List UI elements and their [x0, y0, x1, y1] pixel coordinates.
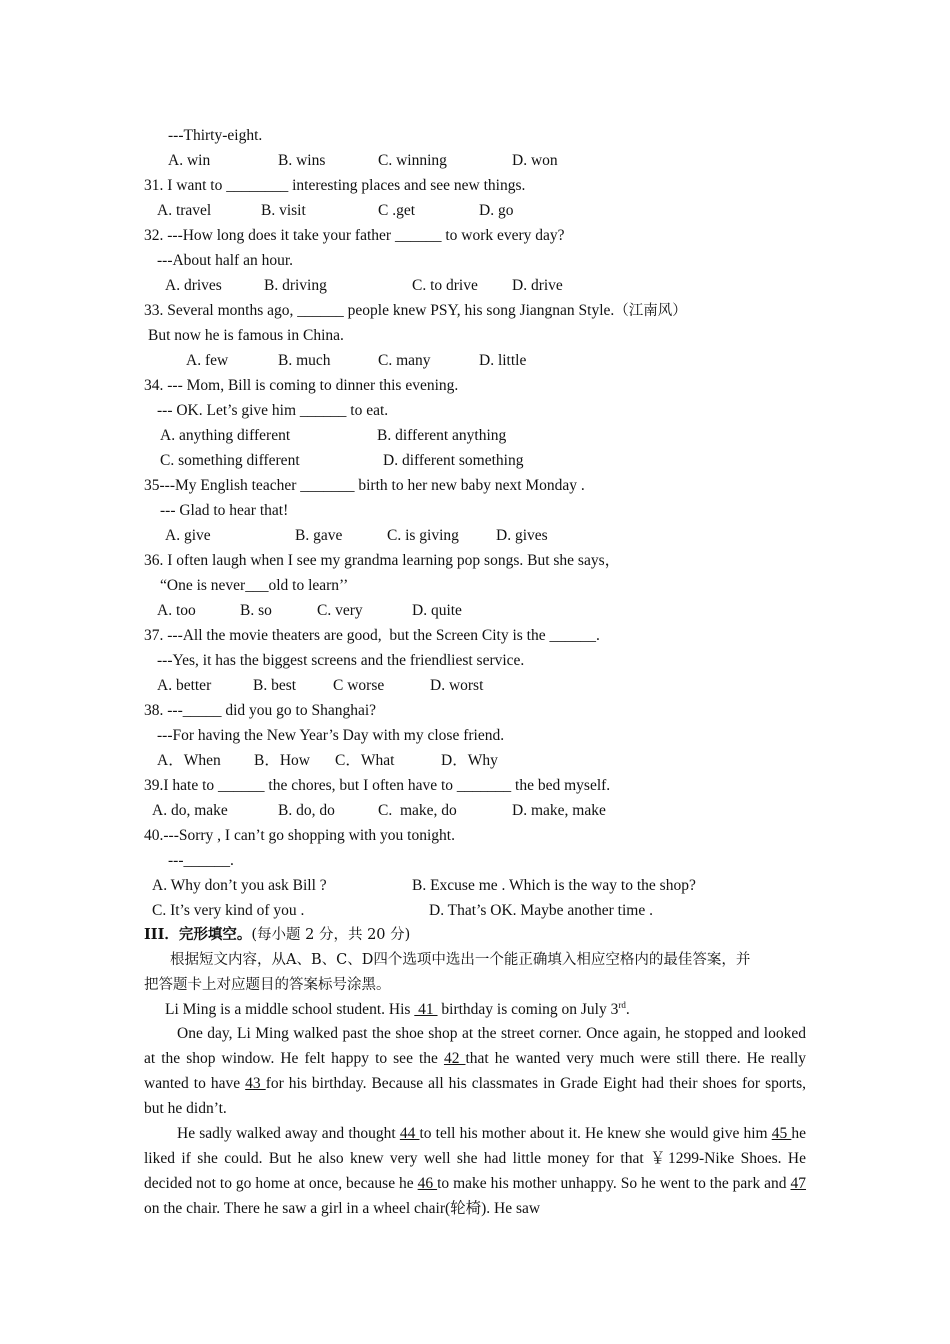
- q34-stem: 34. --- Mom, Bill is coming to dinner this evening.: [144, 377, 459, 394]
- q36-option-c: C. very: [317, 602, 363, 619]
- q30-option-b: B. wins: [278, 152, 326, 169]
- q32-option-c: C. to drive: [412, 277, 478, 294]
- q32-line2: ---About half an hour.: [157, 252, 294, 269]
- q31-option-b: B. visit: [261, 202, 306, 219]
- passage-paragraph-3: [144, 1121, 806, 1221]
- instruction-line-1: 根据短文内容，从A、B、C、D四个选项中选出一个能正确填入相应空格内的最佳答案，并: [170, 952, 751, 968]
- q30-option-d: D. won: [512, 152, 558, 169]
- q33-option-a: A. few: [186, 352, 229, 369]
- q37-option-a: A. better: [157, 677, 212, 694]
- blank-41: 41: [414, 1001, 438, 1018]
- q37-line2: ---Yes, it has the biggest screens and the friendliest service.: [157, 652, 525, 669]
- q30-answer-line: ---Thirty-eight.: [168, 127, 263, 144]
- q39-option-b: B. do, do: [278, 802, 335, 819]
- blank-43: 43: [245, 1075, 266, 1092]
- p2-text-c: for his birthday. Because all his classmates in Grade Eight had their shoes for sports, but he didn’t.: [144, 1075, 807, 1117]
- q40-line2: ---______.: [168, 852, 234, 869]
- q37-option-c: C worse: [333, 677, 385, 694]
- q37-stem: 37. ---All the movie theaters are good, but the Screen City is the ______.: [144, 627, 600, 644]
- q36-line2-pre: “One is never: [160, 577, 246, 594]
- q38-blank: _____: [182, 702, 222, 719]
- q31-stem: 31. I want to ________ interesting places and see new things.: [144, 177, 526, 194]
- q39-stem: 39.I hate to ______ the chores, but I often have to _______ the bed myself.: [144, 777, 611, 794]
- q39-option-d: D. make, make: [512, 802, 606, 819]
- section-heading: [144, 925, 410, 945]
- blank-46: 46: [417, 1175, 438, 1192]
- q30-option-c: C. winning: [378, 152, 447, 169]
- blank-44: 44: [399, 1125, 420, 1142]
- q39-option-a: A. do, make: [152, 802, 228, 819]
- q38-stem: [144, 701, 376, 721]
- p2-text-b: that he wanted very much were still there. He really wanted to have: [144, 1050, 806, 1092]
- q33-line2: But now he is famous in China.: [148, 327, 344, 344]
- q36-stem: 36. I often laugh when I see my grandma learning pop songs. But she says，: [144, 552, 621, 569]
- p1-superscript: rd: [618, 999, 626, 1010]
- p1-text-end: .: [625, 1001, 630, 1018]
- q31-option-c: C .get: [378, 202, 416, 219]
- blank-45: 45: [771, 1125, 792, 1142]
- q32-option-a: A. drives: [165, 277, 222, 294]
- q35-option-c: C. is giving: [387, 527, 459, 544]
- q39-option-c: C. make, do: [378, 802, 457, 819]
- q34-option-c: C. something different: [160, 452, 300, 469]
- q40-option-c: C. It’s very kind of you .: [152, 902, 305, 919]
- p1-text-pre: Li Ming is a middle school student. His: [165, 1001, 415, 1018]
- p3-text-e: on the chair. There he saw a girl in a wheel chair(轮椅). He saw: [144, 1200, 541, 1217]
- q37-option-b: B. best: [253, 677, 297, 694]
- q34-line2: --- OK. Let’s give him ______ to eat.: [157, 402, 389, 419]
- q32-option-b: B. driving: [264, 277, 327, 294]
- q36-option-b: B. so: [240, 602, 272, 619]
- q35-line2: --- Glad to hear that!: [160, 502, 289, 519]
- q40-stem: 40.---Sorry , I can’t go shopping with you tonight.: [144, 827, 455, 844]
- q31-option-a: A. travel: [157, 202, 212, 219]
- blank-42: 42: [443, 1050, 466, 1067]
- section-heading-note: (每小题 2 分，共 20 分): [251, 927, 411, 943]
- q40-option-a: A. Why don’t you ask Bill ?: [152, 877, 327, 894]
- section-heading-title: III．完形填空。: [144, 926, 252, 943]
- p1-text-post: birthday is coming on July 3: [437, 1001, 619, 1018]
- q36-option-a: A. too: [157, 602, 196, 619]
- q35-option-b: B. gave: [295, 527, 343, 544]
- q33-stem: [144, 301, 687, 321]
- q40-option-b: B. Excuse me . Which is the way to the shop?: [412, 877, 696, 894]
- instruction-line-2: 把答题卡上对应题目的答案标号涂黑。: [144, 977, 391, 993]
- q35-stem: 35---My English teacher _______ birth to her new baby next Monday .: [144, 477, 585, 494]
- p3-text-b: to tell his mother about it. He knew she would give him: [419, 1125, 772, 1142]
- q35-option-a: A. give: [165, 527, 211, 544]
- q37-option-d: D. worst: [430, 677, 484, 694]
- q38-option-b: B．How: [254, 752, 310, 769]
- q34-option-d: D. different something: [383, 452, 524, 469]
- q36-line2-post: old to learn’’: [268, 577, 349, 594]
- q38-option-d: D．Why: [441, 752, 498, 769]
- p3-text-d: to make his mother unhappy. So he went to the park and: [437, 1175, 791, 1192]
- q31-option-d: D. go: [479, 202, 514, 219]
- q33-option-d: D. little: [479, 352, 527, 369]
- q30-option-a: A. win: [168, 152, 211, 169]
- q33-stem-cn: （江南风）: [614, 303, 687, 319]
- q33-option-b: B. much: [278, 352, 331, 369]
- q33-stem-text: 33. Several months ago, ______ people knew PSY, his song Jiangnan Style.: [144, 302, 615, 319]
- q38-option-a: A．When: [157, 752, 221, 769]
- q38-option-c: C．What: [335, 752, 395, 769]
- q34-option-a: A. anything different: [160, 427, 291, 444]
- q38-stem-pre: 38. ---: [144, 702, 183, 719]
- p3-text-a: He sadly walked away and thought: [177, 1125, 400, 1142]
- q32-option-d: D. drive: [512, 277, 563, 294]
- p3-text-c: he liked if she could. But he also knew very well she had little money for that ￥1299-Nike Shoes. He decided not to go home at once, because he: [144, 1125, 806, 1192]
- passage-paragraph-2: [144, 1021, 806, 1121]
- q36-line2: [160, 576, 348, 596]
- blank-47: 47: [790, 1175, 807, 1192]
- q38-stem-post: did you go to Shanghai?: [221, 702, 377, 719]
- q40-option-d: D. That’s OK. Maybe another time .: [429, 902, 653, 919]
- q36-option-d: D. quite: [412, 602, 462, 619]
- q32-stem: 32. ---How long does it take your father ______ to work every day?: [144, 227, 565, 244]
- passage-paragraph-1: [165, 1000, 630, 1020]
- q33-option-c: C. many: [378, 352, 431, 369]
- q38-line2: ---For having the New Year’s Day with my close friend.: [157, 727, 505, 744]
- q34-option-b: B. different anything: [377, 427, 507, 444]
- p2-text-a: One day, Li Ming walked past the shoe shop at the street corner. Once again, he stopped and looked at the shop window. He felt happy to see the: [144, 1025, 806, 1067]
- q35-option-d: D. gives: [496, 527, 548, 544]
- q36-blank: ___: [245, 577, 269, 594]
